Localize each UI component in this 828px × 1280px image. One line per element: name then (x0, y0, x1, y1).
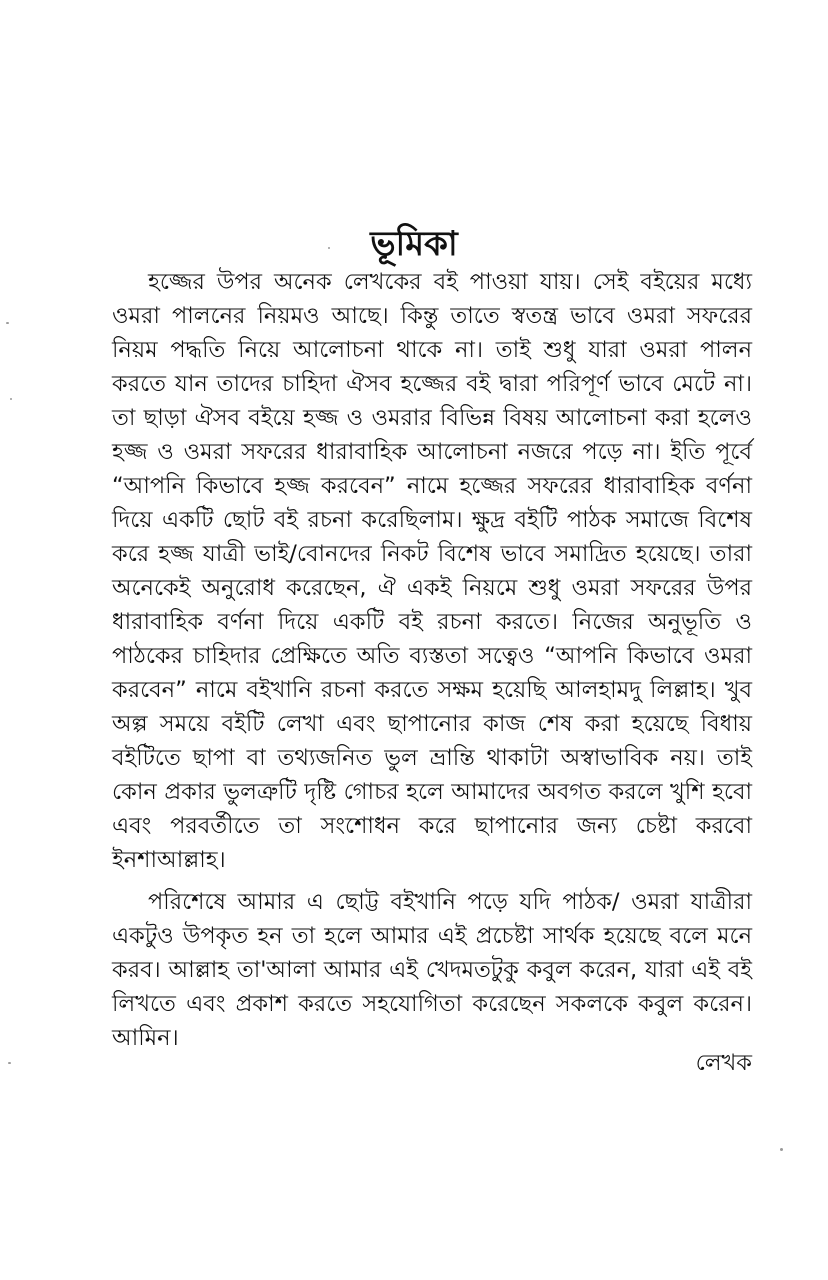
scan-speck (6, 322, 9, 324)
scan-speck (328, 247, 330, 249)
author-signature: লেখক (695, 1050, 752, 1076)
preface-body (112, 265, 752, 1055)
scan-speck (8, 1062, 11, 1064)
page-title: ভূমিকা (370, 224, 458, 264)
scan-speck (780, 1148, 783, 1151)
scan-speck (10, 398, 12, 400)
paragraph-2: পরিশেষে আমার এ ছোট্ট বইখানি পড়ে যদি পাঠক/ ওমরা যাত্রীরা একটুও উপকৃত হন তা হলে আমার এই প্রচেষ্টা সার্থক হয়েছে বলে মনে করব। আল্লাহ তা'আলা আমার এই খেদমতটুকু কবুল করেন, যারা এই বই লিখতে এবং প্রকাশ করতে সহযোগিতা করেছেন সকলকে কবুল করেন। আমিন। (112, 889, 752, 1051)
paragraph-1: হজ্জের উপর অনেক লেখকের বই পাওয়া যায়। সেই বইয়ের মধ্যে ওমরা পালনের নিয়মও আছে। কিন্তু তাতে স্বতন্ত্র ভাবে ওমরা সফরের নিয়ম পদ্ধতি নিয়ে আলোচনা থাকে না। তাই শুধু যারা ওমরা পালন করতে যান তাদের চাহিদা ঐসব হজ্জের বই দ্বারা পরিপূর্ণ ভাবে মেটে না। তা ছাড়া ঐসব বইয়ে হজ্জ ও ওমরার বিভিন্ন বিষয় আলোচনা করা হলেও হজ্জ ও ওমরা সফরের ধারাবাহিক আলোচনা নজরে পড়ে না। ইতি পূর্বে “আপনি কিভাবে হজ্জ করবেন” নামে হজ্জের সফরের ধারাবাহিক বর্ণনা দিয়ে একটি ছোট বই রচনা করেছিলাম। ক্ষুদ্র বইটি পাঠক সমাজে বিশেষ করে হজ্জ যাত্রী ভাই/বোনদের নিকট বিশেষ ভাবে সমাদ্রিত হয়েছে। তারা অনেকেই অনুরোধ করেছেন, ঐ একই নিয়মে শুধু ওমরা সফরের উপর ধারাবাহিক বর্ণনা দিয়ে একটি বই রচনা করতে। নিজের অনুভূতি ও পাঠকের চাহিদার প্রেক্ষিতে অতি ব্যস্ততা সত্বেও “আপনি কিভাবে ওমরা করবেন” নামে বইখানি রচনা করতে সক্ষম হয়েছি আলহামদু লিল্লাহ। খুব অল্প সময়ে বইটি লেখা এবং ছাপানোর কাজ শেষ করা হয়েছে বিধায় বইটিতে ছাপা বা তথ্যজনিত ভুল ভ্রান্তি থাকাটা অস্বাভাবিক নয়। তাই কোন প্রকার ভুলত্রুটি দৃষ্টি গোচর হলে আমাদের অবগত করলে খুশি হবো এবং পরবর্তীতে তা সংশোধন করে ছাপানোর জন্য চেষ্টা করবো ইনশাআল্লাহ। (112, 269, 752, 873)
